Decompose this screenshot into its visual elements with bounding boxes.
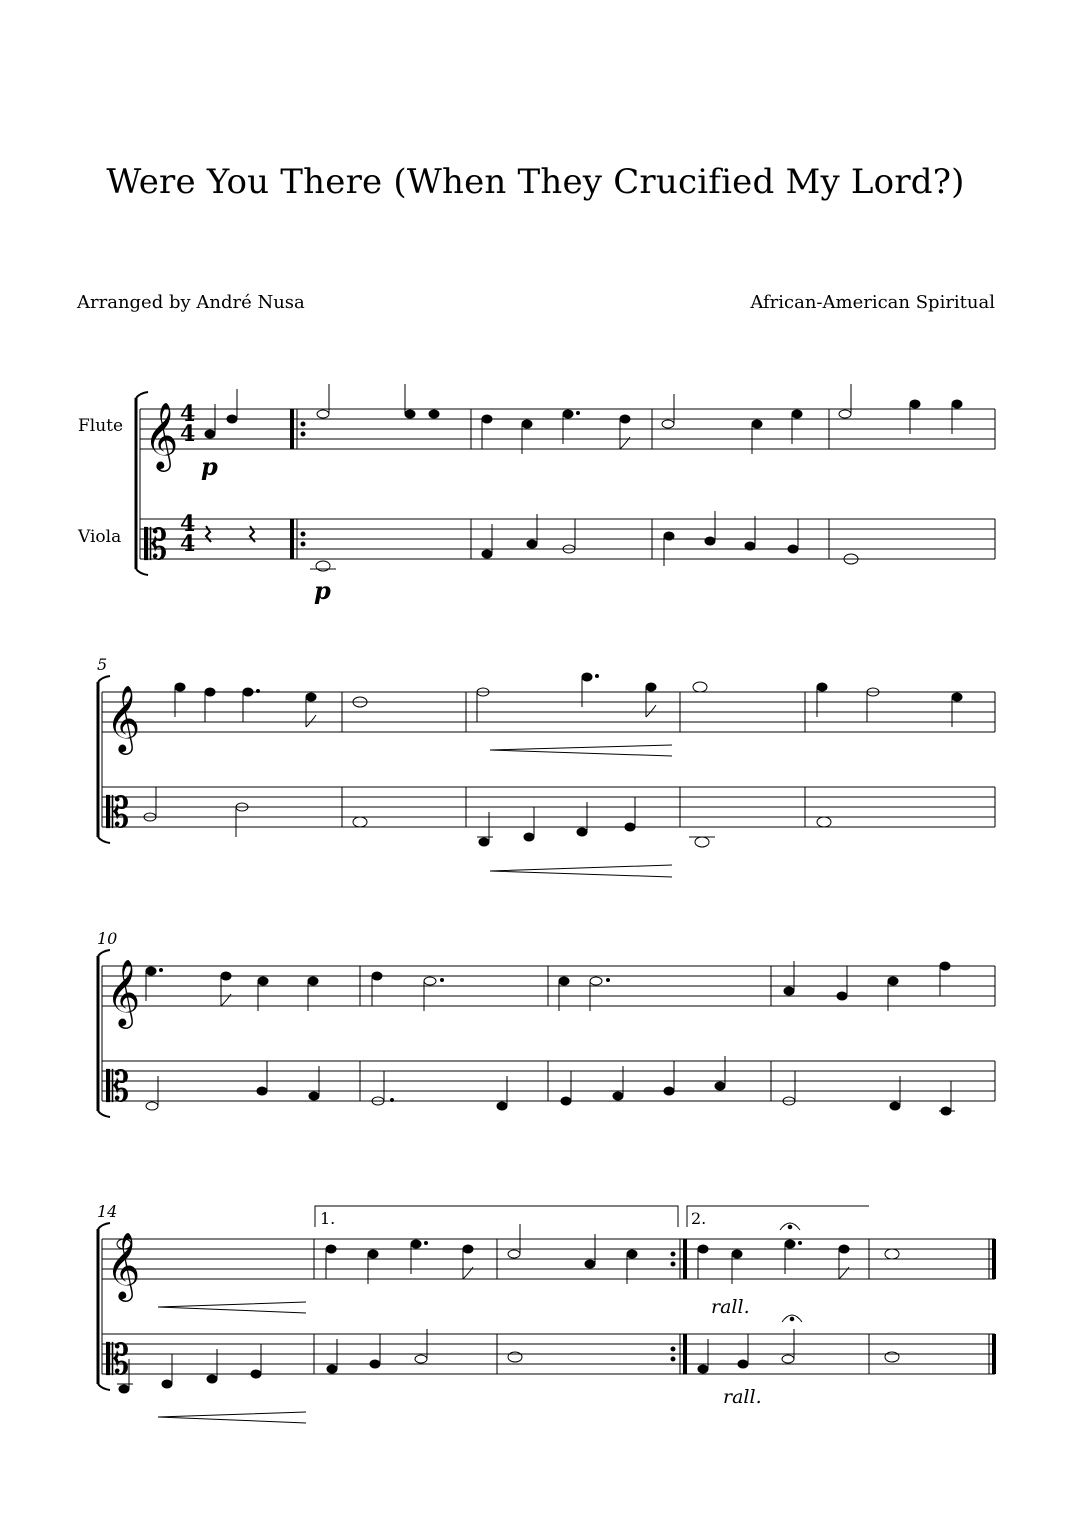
alto-clef-icon: 𝄡 bbox=[106, 788, 130, 837]
score-title: Were You There (When They Crucified My Lord?) bbox=[106, 162, 965, 202]
rall-marking-flute: rall. bbox=[711, 1296, 750, 1318]
treble-clef-icon: 𝄞 bbox=[106, 1231, 141, 1299]
time-signature-bottom: 4 bbox=[180, 531, 196, 557]
treble-clef-icon: 𝄞 bbox=[106, 684, 141, 752]
system-2 bbox=[98, 673, 995, 877]
system-1 bbox=[136, 384, 995, 575]
time-signature-flute bbox=[180, 401, 196, 447]
volta-first-ending: 1. bbox=[320, 1209, 336, 1228]
measure-number: 5 bbox=[97, 655, 108, 674]
dynamic-marking: p bbox=[201, 452, 218, 481]
alto-clef-icon: 𝄡 bbox=[144, 520, 168, 569]
treble-clef-icon: 𝄞 bbox=[106, 958, 141, 1026]
composer-credit: African-American Spiritual bbox=[750, 292, 995, 313]
instrument-label-viola: Viola bbox=[78, 527, 122, 547]
system-3 bbox=[98, 950, 995, 1117]
time-signature-top: 4 bbox=[180, 511, 196, 537]
alto-clef-icon: 𝄡 bbox=[106, 1335, 130, 1384]
time-signature-viola bbox=[180, 511, 196, 557]
measure-number: 14 bbox=[97, 1202, 118, 1221]
volta-second-ending: 2. bbox=[691, 1209, 707, 1228]
dynamic-marking: p bbox=[314, 576, 331, 605]
instrument-label-flute: Flute bbox=[78, 416, 124, 436]
alto-clef-icon: 𝄡 bbox=[106, 1062, 130, 1111]
rall-marking-viola: rall. bbox=[723, 1386, 762, 1408]
time-signature-bottom: 4 bbox=[180, 421, 196, 447]
system-4 bbox=[98, 1206, 995, 1423]
time-signature-top: 4 bbox=[180, 401, 196, 427]
measure-number: 10 bbox=[97, 929, 118, 948]
arranger-credit: Arranged by André Nusa bbox=[77, 292, 305, 313]
treble-clef-icon: 𝄞 bbox=[144, 401, 179, 469]
